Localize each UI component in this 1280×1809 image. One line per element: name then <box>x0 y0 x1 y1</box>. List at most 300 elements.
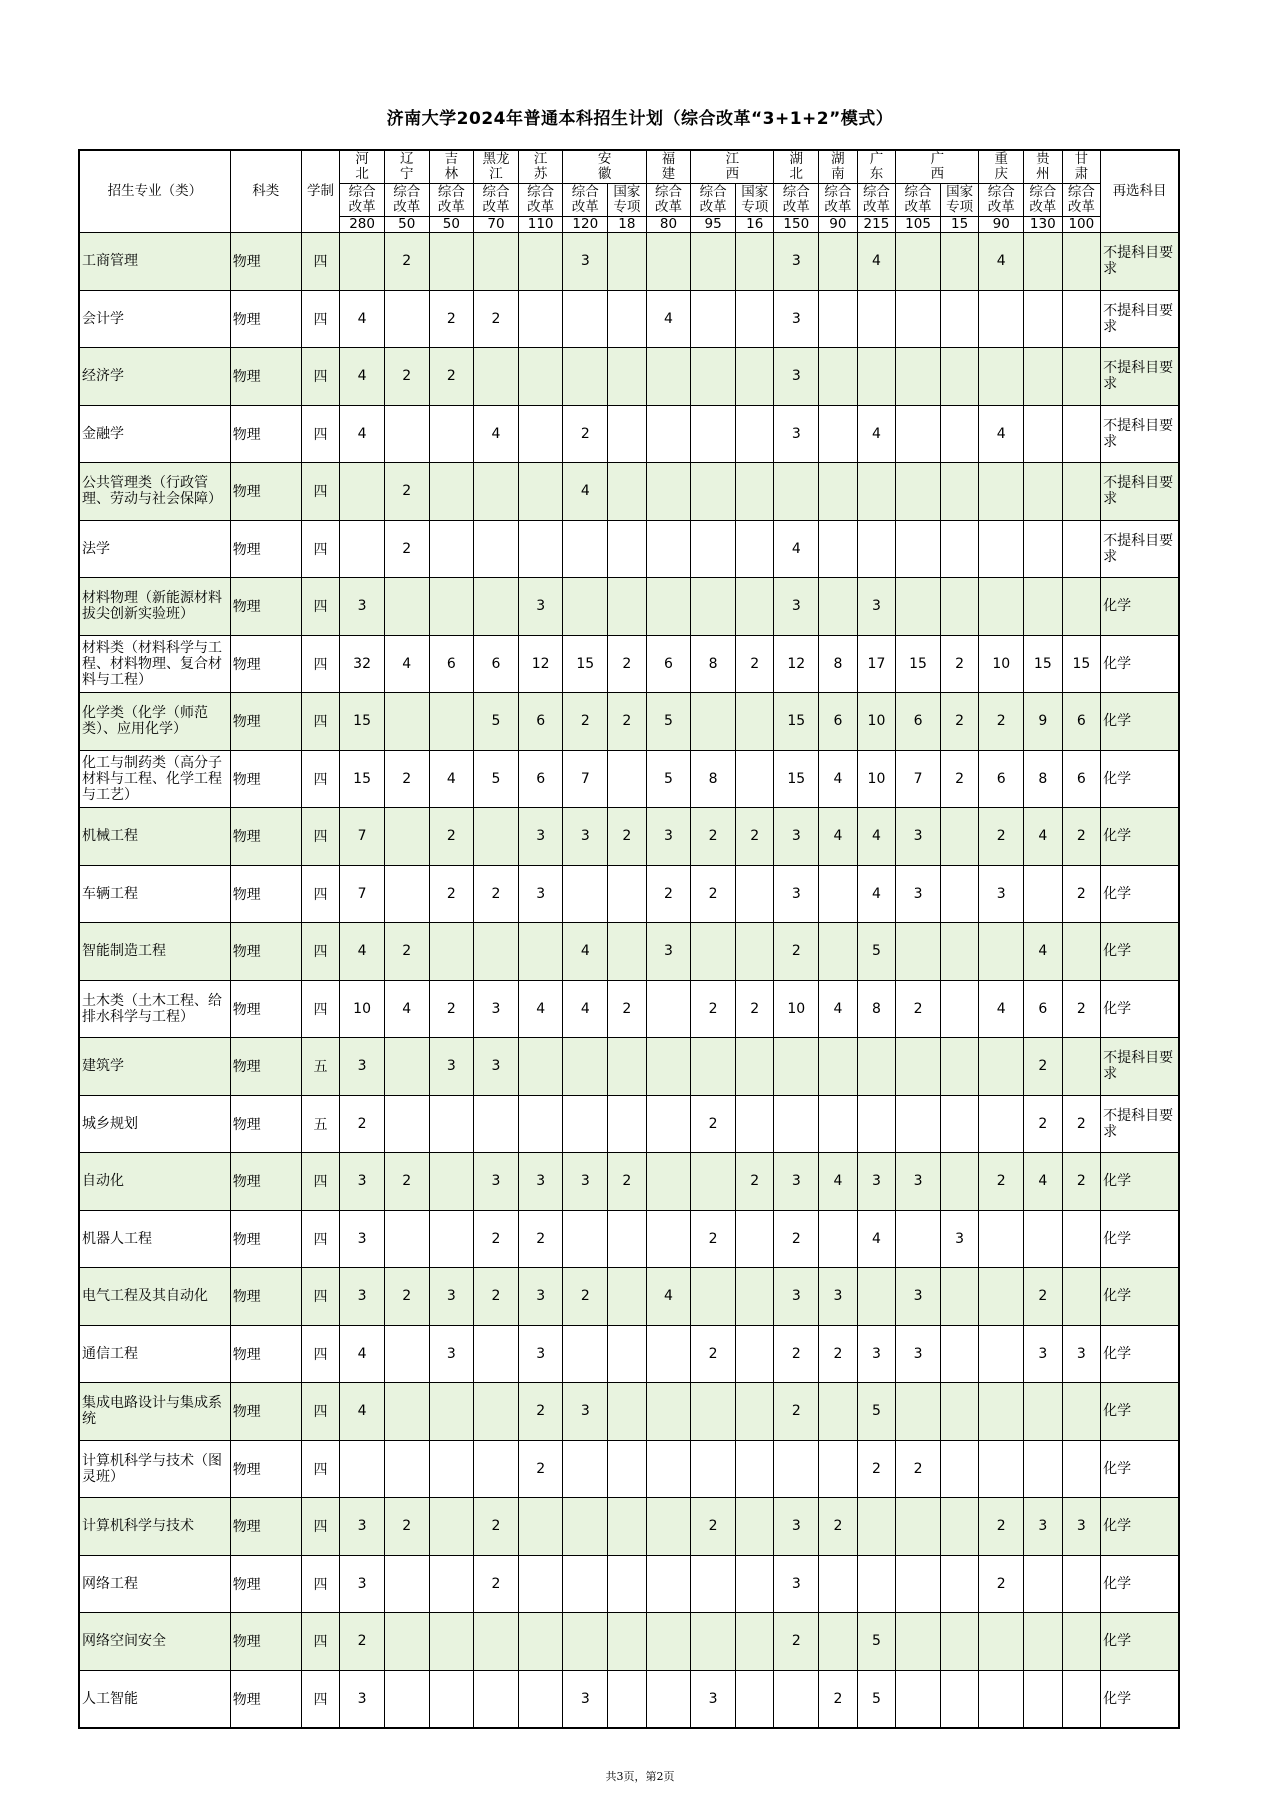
table-row <box>79 1613 1179 1671</box>
quota-cell <box>608 1383 647 1441</box>
quota-cell <box>563 290 608 348</box>
quota-cell <box>691 405 736 463</box>
quota-cell <box>608 1325 647 1383</box>
quota-cell: 15 <box>340 693 385 751</box>
reselect-cell: 不提科目要求 <box>1101 405 1179 463</box>
quota-cell <box>979 1670 1024 1728</box>
header-plan-total: 150 <box>774 217 819 233</box>
table-header <box>79 150 1179 233</box>
header-plan-type: 综合 改革 <box>340 184 385 217</box>
quota-cell <box>691 1153 736 1211</box>
years-cell: 五 <box>301 1095 340 1153</box>
quota-cell: 4 <box>774 520 819 578</box>
years-cell: 四 <box>301 348 340 406</box>
major-name: 网络工程 <box>79 1555 230 1613</box>
quota-cell <box>979 923 1024 981</box>
quota-cell <box>646 578 691 636</box>
header-plan-type: 综合 改革 <box>691 184 736 217</box>
quota-cell <box>518 1555 563 1613</box>
quota-cell <box>896 233 941 291</box>
quota-cell: 2 <box>691 808 736 866</box>
quota-cell <box>474 520 519 578</box>
quota-cell: 5 <box>474 750 519 808</box>
quota-cell <box>940 233 979 291</box>
years-cell: 四 <box>301 290 340 348</box>
header-province: 福 建 <box>646 150 691 184</box>
quota-cell: 5 <box>857 1383 896 1441</box>
major-name: 法学 <box>79 520 230 578</box>
header-plan-type: 综合 改革 <box>774 184 819 217</box>
header-plan-total: 15 <box>940 217 979 233</box>
quota-cell: 6 <box>1062 750 1101 808</box>
reselect-cell: 不提科目要求 <box>1101 1038 1179 1096</box>
quota-cell: 2 <box>608 693 647 751</box>
quota-cell <box>340 1440 385 1498</box>
quota-cell: 2 <box>384 520 429 578</box>
quota-cell <box>819 1038 858 1096</box>
quota-cell <box>896 348 941 406</box>
quota-cell: 4 <box>563 463 608 521</box>
quota-cell <box>819 1383 858 1441</box>
quota-cell: 7 <box>896 750 941 808</box>
quota-cell <box>608 1498 647 1556</box>
header-province: 辽 宁 <box>384 150 429 184</box>
header-plan-type: 综合 改革 <box>518 184 563 217</box>
quota-cell <box>608 578 647 636</box>
quota-cell: 10 <box>979 635 1024 693</box>
quota-cell: 12 <box>774 635 819 693</box>
quota-cell <box>563 1498 608 1556</box>
quota-cell <box>1062 1268 1101 1326</box>
quota-cell: 6 <box>646 635 691 693</box>
reselect-cell: 不提科目要求 <box>1101 1095 1179 1153</box>
quota-cell: 8 <box>857 980 896 1038</box>
header-plan-total: 100 <box>1062 217 1101 233</box>
quota-cell: 2 <box>1062 808 1101 866</box>
quota-cell <box>819 348 858 406</box>
major-name: 自动化 <box>79 1153 230 1211</box>
quota-cell: 8 <box>1024 750 1063 808</box>
quota-cell: 2 <box>735 635 774 693</box>
quota-cell: 2 <box>819 1670 858 1728</box>
major-name: 机器人工程 <box>79 1210 230 1268</box>
quota-cell <box>979 1383 1024 1441</box>
quota-cell <box>1024 290 1063 348</box>
quota-cell: 2 <box>1062 865 1101 923</box>
quota-cell <box>691 520 736 578</box>
quota-cell: 2 <box>940 693 979 751</box>
quota-cell <box>979 1613 1024 1671</box>
major-name: 机械工程 <box>79 808 230 866</box>
major-name: 土木类（土木工程、给排水科学与工程） <box>79 980 230 1038</box>
quota-cell: 7 <box>340 808 385 866</box>
quota-cell: 5 <box>857 1613 896 1671</box>
quota-cell <box>896 1555 941 1613</box>
header-plan-type: 综合 改革 <box>857 184 896 217</box>
years-cell: 四 <box>301 1555 340 1613</box>
quota-cell <box>608 1440 647 1498</box>
years-cell: 四 <box>301 693 340 751</box>
quota-cell <box>857 1038 896 1096</box>
quota-cell: 3 <box>474 980 519 1038</box>
header-province: 河 北 <box>340 150 385 184</box>
quota-cell <box>384 1670 429 1728</box>
quota-cell: 10 <box>857 750 896 808</box>
quota-cell: 3 <box>563 233 608 291</box>
subject-cell: 物理 <box>230 1383 301 1441</box>
quota-cell <box>518 923 563 981</box>
quota-cell <box>646 463 691 521</box>
quota-cell <box>819 233 858 291</box>
reselect-cell: 化学 <box>1101 1153 1179 1211</box>
subject-cell: 物理 <box>230 865 301 923</box>
table-row <box>79 1210 1179 1268</box>
header-plan-type: 综合 改革 <box>429 184 474 217</box>
quota-cell: 3 <box>340 578 385 636</box>
quota-cell <box>735 233 774 291</box>
quota-cell <box>518 1038 563 1096</box>
quota-cell <box>735 1325 774 1383</box>
quota-cell <box>646 1613 691 1671</box>
header-plan-total: 95 <box>691 217 736 233</box>
quota-cell: 2 <box>1024 1268 1063 1326</box>
quota-cell: 3 <box>646 923 691 981</box>
quota-cell: 3 <box>940 1210 979 1268</box>
quota-cell: 2 <box>1024 1038 1063 1096</box>
quota-cell <box>1024 348 1063 406</box>
reselect-cell: 化学 <box>1101 1613 1179 1671</box>
quota-cell <box>896 520 941 578</box>
quota-cell <box>896 1613 941 1671</box>
header-province: 湖 北 <box>774 150 819 184</box>
quota-cell <box>940 1613 979 1671</box>
quota-cell <box>429 1498 474 1556</box>
quota-cell <box>563 520 608 578</box>
table-row <box>79 1670 1179 1728</box>
quota-cell: 4 <box>429 750 474 808</box>
quota-cell <box>896 1095 941 1153</box>
quota-cell: 2 <box>384 1153 429 1211</box>
quota-cell <box>819 578 858 636</box>
quota-cell: 9 <box>1024 693 1063 751</box>
quota-cell <box>1062 1383 1101 1441</box>
header-plan-total: 280 <box>340 217 385 233</box>
quota-cell: 2 <box>384 463 429 521</box>
reselect-cell: 化学 <box>1101 1210 1179 1268</box>
table-row <box>79 1383 1179 1441</box>
quota-cell <box>940 1325 979 1383</box>
header-plan-type: 国家 专项 <box>608 184 647 217</box>
quota-cell: 3 <box>774 1555 819 1613</box>
quota-cell <box>819 1555 858 1613</box>
quota-cell: 2 <box>979 693 1024 751</box>
quota-cell <box>735 463 774 521</box>
quota-cell <box>646 980 691 1038</box>
header-major: 招生专业（类） <box>79 150 230 233</box>
quota-cell <box>979 520 1024 578</box>
quota-cell: 3 <box>518 865 563 923</box>
table-row <box>79 693 1179 751</box>
quota-cell <box>1062 1613 1101 1671</box>
quota-cell <box>896 1498 941 1556</box>
reselect-cell: 化学 <box>1101 1440 1179 1498</box>
quota-cell: 3 <box>819 1268 858 1326</box>
quota-cell: 3 <box>896 1153 941 1211</box>
quota-cell: 5 <box>646 750 691 808</box>
enrollment-plan-table <box>78 149 1180 1729</box>
quota-cell <box>384 405 429 463</box>
quota-cell <box>857 1498 896 1556</box>
header-province: 江 西 <box>691 150 774 184</box>
quota-cell <box>735 290 774 348</box>
quota-cell <box>608 865 647 923</box>
quota-cell <box>735 1498 774 1556</box>
table-row <box>79 290 1179 348</box>
header-province: 黑龙 江 <box>474 150 519 184</box>
major-name: 网络空间安全 <box>79 1613 230 1671</box>
header-plan-total: 130 <box>1024 217 1063 233</box>
quota-cell <box>608 290 647 348</box>
quota-cell <box>1024 1210 1063 1268</box>
quota-cell: 2 <box>774 923 819 981</box>
quota-cell <box>563 1038 608 1096</box>
header-plan-type: 综合 改革 <box>819 184 858 217</box>
quota-cell <box>735 1613 774 1671</box>
quota-cell <box>819 463 858 521</box>
quota-cell <box>340 520 385 578</box>
quota-cell: 2 <box>474 1555 519 1613</box>
major-name: 建筑学 <box>79 1038 230 1096</box>
subject-cell: 物理 <box>230 1325 301 1383</box>
quota-cell: 3 <box>340 1555 385 1613</box>
quota-cell <box>940 865 979 923</box>
table-row <box>79 1440 1179 1498</box>
quota-cell <box>646 1210 691 1268</box>
quota-cell <box>819 1613 858 1671</box>
subject-cell: 物理 <box>230 405 301 463</box>
quota-cell: 4 <box>857 405 896 463</box>
subject-cell: 物理 <box>230 578 301 636</box>
quota-cell <box>819 1210 858 1268</box>
subject-cell: 物理 <box>230 1440 301 1498</box>
quota-cell <box>896 923 941 981</box>
quota-cell <box>819 405 858 463</box>
quota-cell: 2 <box>474 865 519 923</box>
quota-cell: 2 <box>896 980 941 1038</box>
quota-cell <box>474 1095 519 1153</box>
quota-cell <box>691 1038 736 1096</box>
major-name: 通信工程 <box>79 1325 230 1383</box>
quota-cell <box>819 923 858 981</box>
years-cell: 四 <box>301 520 340 578</box>
quota-cell: 3 <box>518 1325 563 1383</box>
header-plan-total: 80 <box>646 217 691 233</box>
quota-cell: 3 <box>896 1268 941 1326</box>
header-province: 甘 肃 <box>1062 150 1101 184</box>
quota-cell: 3 <box>774 578 819 636</box>
quota-cell: 2 <box>384 348 429 406</box>
header-plan-type: 综合 改革 <box>646 184 691 217</box>
header-row-provinces <box>79 150 1179 184</box>
quota-cell: 5 <box>857 1670 896 1728</box>
quota-cell: 2 <box>474 1268 519 1326</box>
quota-cell <box>979 1325 1024 1383</box>
quota-cell: 3 <box>774 290 819 348</box>
quota-cell: 6 <box>518 693 563 751</box>
reselect-cell: 化学 <box>1101 1268 1179 1326</box>
quota-cell <box>563 1613 608 1671</box>
quota-cell <box>940 1383 979 1441</box>
quota-cell: 2 <box>563 1268 608 1326</box>
quota-cell <box>940 463 979 521</box>
quota-cell <box>474 808 519 866</box>
quota-cell: 3 <box>857 1153 896 1211</box>
quota-cell <box>1062 578 1101 636</box>
quota-cell: 5 <box>474 693 519 751</box>
quota-cell <box>608 1095 647 1153</box>
quota-cell <box>646 1555 691 1613</box>
quota-cell <box>646 348 691 406</box>
quota-cell: 2 <box>691 1095 736 1153</box>
quota-cell: 2 <box>979 808 1024 866</box>
table-row <box>79 1038 1179 1096</box>
quota-cell: 4 <box>819 750 858 808</box>
quota-cell <box>474 1325 519 1383</box>
quota-cell <box>940 520 979 578</box>
quota-cell: 6 <box>474 635 519 693</box>
reselect-cell: 不提科目要求 <box>1101 290 1179 348</box>
quota-cell <box>563 1210 608 1268</box>
years-cell: 四 <box>301 980 340 1038</box>
quota-cell <box>691 923 736 981</box>
quota-cell: 7 <box>563 750 608 808</box>
quota-cell <box>340 233 385 291</box>
quota-cell: 3 <box>340 1498 385 1556</box>
major-name: 人工智能 <box>79 1670 230 1728</box>
quota-cell <box>896 578 941 636</box>
subject-cell: 物理 <box>230 1038 301 1096</box>
quota-cell: 4 <box>857 865 896 923</box>
quota-cell <box>1062 1440 1101 1498</box>
quota-cell: 2 <box>691 1325 736 1383</box>
years-cell: 四 <box>301 233 340 291</box>
quota-cell <box>1062 290 1101 348</box>
quota-cell <box>1062 233 1101 291</box>
table-row <box>79 520 1179 578</box>
years-cell: 四 <box>301 808 340 866</box>
quota-cell <box>735 1383 774 1441</box>
quota-cell: 2 <box>429 865 474 923</box>
quota-cell: 2 <box>1062 1153 1101 1211</box>
major-name: 车辆工程 <box>79 865 230 923</box>
quota-cell <box>608 923 647 981</box>
quota-cell: 4 <box>340 290 385 348</box>
quota-cell <box>518 405 563 463</box>
quota-cell <box>979 463 1024 521</box>
quota-cell: 2 <box>691 865 736 923</box>
quota-cell <box>474 1383 519 1441</box>
table-row <box>79 980 1179 1038</box>
reselect-cell: 化学 <box>1101 1325 1179 1383</box>
quota-cell: 6 <box>1024 980 1063 1038</box>
quota-cell: 2 <box>774 1383 819 1441</box>
quota-cell: 4 <box>340 348 385 406</box>
quota-cell <box>429 923 474 981</box>
table-row <box>79 233 1179 291</box>
quota-cell: 2 <box>474 290 519 348</box>
quota-cell: 4 <box>819 808 858 866</box>
quota-cell <box>563 1325 608 1383</box>
quota-cell: 3 <box>429 1325 474 1383</box>
subject-cell: 物理 <box>230 808 301 866</box>
quota-cell <box>735 1268 774 1326</box>
quota-cell <box>646 1440 691 1498</box>
table-row <box>79 923 1179 981</box>
quota-cell: 4 <box>819 1153 858 1211</box>
quota-cell: 3 <box>563 1670 608 1728</box>
quota-cell <box>819 1440 858 1498</box>
page-footer: 共3页，第2页 <box>605 1770 675 1783</box>
quota-cell: 3 <box>340 1038 385 1096</box>
quota-cell: 4 <box>384 980 429 1038</box>
major-name: 会计学 <box>79 290 230 348</box>
quota-cell <box>691 463 736 521</box>
quota-cell <box>384 1038 429 1096</box>
quota-cell: 4 <box>857 808 896 866</box>
quota-cell <box>429 1095 474 1153</box>
quota-cell <box>896 1383 941 1441</box>
quota-cell: 2 <box>563 693 608 751</box>
quota-cell: 10 <box>340 980 385 1038</box>
quota-cell: 3 <box>518 1153 563 1211</box>
quota-cell <box>691 1440 736 1498</box>
header-plan-total: 50 <box>429 217 474 233</box>
quota-cell <box>896 1210 941 1268</box>
subject-cell: 物理 <box>230 1613 301 1671</box>
quota-cell <box>979 578 1024 636</box>
quota-cell: 2 <box>774 1210 819 1268</box>
quota-cell: 2 <box>518 1210 563 1268</box>
header-plan-total: 120 <box>563 217 608 233</box>
quota-cell <box>608 1038 647 1096</box>
quota-cell: 4 <box>819 980 858 1038</box>
quota-cell: 15 <box>774 750 819 808</box>
major-name: 智能制造工程 <box>79 923 230 981</box>
quota-cell <box>429 693 474 751</box>
quota-cell <box>646 1383 691 1441</box>
quota-cell: 6 <box>819 693 858 751</box>
major-name: 公共管理类（行政管理、劳动与社会保障） <box>79 463 230 521</box>
reselect-cell: 化学 <box>1101 1498 1179 1556</box>
quota-cell: 3 <box>774 1153 819 1211</box>
quota-cell: 3 <box>563 1383 608 1441</box>
quota-cell: 2 <box>608 1153 647 1211</box>
quota-cell <box>1062 923 1101 981</box>
reselect-cell: 化学 <box>1101 693 1179 751</box>
subject-cell: 物理 <box>230 463 301 521</box>
quota-cell <box>384 808 429 866</box>
quota-cell: 15 <box>1062 635 1101 693</box>
quota-cell: 2 <box>1062 980 1101 1038</box>
quota-cell: 15 <box>340 750 385 808</box>
quota-cell <box>384 1440 429 1498</box>
quota-cell <box>340 463 385 521</box>
quota-cell <box>429 1555 474 1613</box>
quota-cell <box>735 1440 774 1498</box>
table-row <box>79 1555 1179 1613</box>
quota-cell: 3 <box>1062 1325 1101 1383</box>
major-name: 工商管理 <box>79 233 230 291</box>
